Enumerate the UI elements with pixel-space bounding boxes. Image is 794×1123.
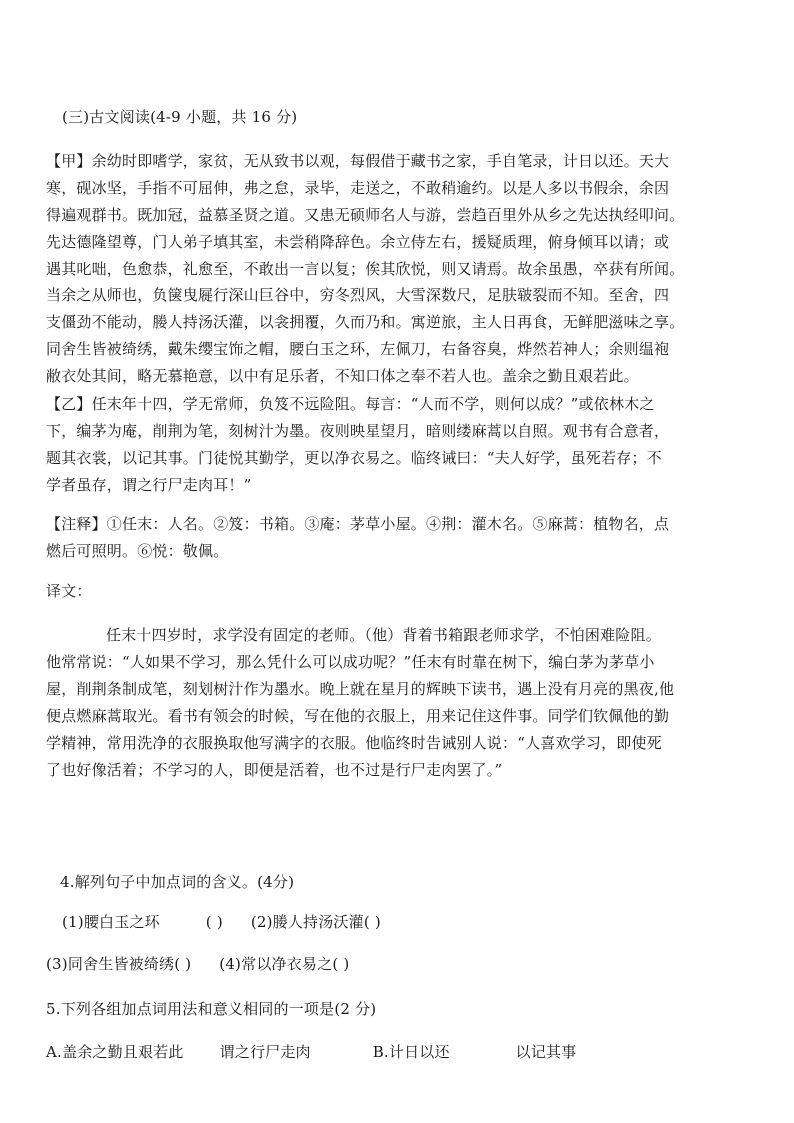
option-a-part-2[interactable]: 谓之行尸走肉 — [219, 1043, 311, 1061]
passage-line: 寒，砚冰坚，手指不可屈伸，弗之怠，录毕，走送之，不敢稍逾约。以是人多以书假余，余因 — [46, 179, 670, 197]
translation-line: 屋，削荆条制成笔，刻划树汁作为墨水。晚上就在星月的辉映下读书，遇上没有月亮的黑夜,他 — [46, 680, 675, 698]
passage-line: 【乙】任末年十四，学无常师，负笈不远险阻。每言：“人而不学，则何以成？”或依林木之 — [46, 395, 655, 413]
passage-line: 同舍生皆被绮绣，戴朱缨宝饰之帽，腰白玉之环，左佩刀，右备容臭，烨然若神人；余则缊袍 — [46, 340, 670, 358]
annotation-line: 燃后可照明。⑥悦：敬佩。 — [46, 542, 229, 560]
question-4-title: 4.解列句子中加点词的含义。(4分) — [60, 873, 295, 891]
question-4-item-4[interactable]: (4)常以净衣易之( ) — [219, 955, 350, 973]
question-5-title: 5.下列各组加点词用法和意义相同的一项是(2 分) — [46, 1000, 377, 1018]
option-a-part-1[interactable]: A.盖余之勤且艰若此 — [46, 1043, 184, 1061]
question-4-item-2[interactable]: (2)媵人持汤沃灌( ) — [250, 913, 381, 931]
passage-line: 先达德隆望尊，门人弟子填其室，未尝稍降辞色。余立侍左右，援疑质理，俯身倾耳以请；或 — [46, 233, 670, 251]
annotations — [46, 511, 781, 565]
passage-line: 支僵劲不能动，媵人持汤沃灌，以衾拥覆，久而乃和。寓逆旅，主人日再食，无鲜肥滋味之享。 — [46, 313, 685, 331]
passage-line: 遇其叱咄，色愈恭，礼愈至，不敢出一言以复；俟其欣悦，则又请焉。故余虽愚，卒获有所闻。 — [46, 260, 685, 278]
translation — [46, 622, 781, 784]
passage-line: 当余之从师也，负箧曳屣行深山巨谷中，穷冬烈风，大雪深数尺，足肤皲裂而不知。至舍，四 — [46, 286, 670, 304]
translation-line: 学精神，常用洗净的衣服换取他写满字的衣服。他临终时告诫别人说：“人喜欢学习，即使死 — [46, 734, 662, 752]
annotation-line: 【注释】①任末：人名。②笈：书箱。③庵：茅草小屋。④荆：灌木名。⑤麻蒿：植物名，点 — [46, 515, 670, 533]
question-4-item-1: (1)腰白玉之环 — [62, 913, 160, 931]
question-4-row-2 — [46, 951, 781, 978]
answer-blank-1[interactable]: ( ) — [205, 913, 223, 931]
translation-line: 任末十四岁时，求学没有固定的老师。（他）背着书箱跟老师求学，不怕困难险阻。 — [106, 626, 661, 644]
translation-label: 译文： — [46, 582, 92, 600]
passage-yi — [46, 391, 781, 499]
passage-line: 学者虽存，谓之行尸走肉耳！” — [46, 476, 252, 494]
passage-line: 敝衣处其间，略无慕艳意，以中有足乐者，不知口体之奉不若人也。盖余之勤且艰若此。 — [46, 367, 639, 385]
passage-line: 得遍观群书。既加冠，益慕圣贤之道。又患无硕师名人与游，尝趋百里外从乡之先达执经叩问。 — [46, 206, 685, 224]
passage-line: 题其衣裳，以记其事。门徒悦其勤学，更以净衣易之。临终诫曰：“夫人好学，虽死若存；不 — [46, 449, 662, 467]
question-5-options — [46, 1039, 781, 1066]
passage-jia — [46, 148, 781, 283]
translation-line: 了也好像活着；不学习的人，即便是活着，也不过是行尸走肉罢了。” — [46, 761, 503, 779]
passage-dang — [46, 282, 781, 390]
passage-line: 【甲】余幼时即嗜学，家贫，无从致书以观，每假借于藏书之家，手自笔录，计日以还。天大 — [46, 152, 670, 170]
passage-line: 下，编茅为庵，削荆为笔，刻树汁为墨。夜则映星望月，暗则缕麻蒿以自照。观书有合意者， — [46, 422, 670, 440]
question-4-row-1 — [62, 909, 794, 936]
section-title: (三)古文阅读(4-9 小题，共 16 分) — [62, 108, 298, 126]
question-4-item-3[interactable]: (3)同舍生皆被绮绣( ) — [46, 955, 192, 973]
translation-line: 便点燃麻蒿取光。看书有领会的时候，写在他的衣服上，用来记住这件事。同学们钦佩他的勤 — [46, 707, 670, 725]
translation-line: 他常常说：“人如果不学习，那么凭什么可以成功呢？”任末有时靠在树下，编白茅为茅草小 — [46, 653, 655, 671]
option-b-part-1[interactable]: B.计日以还 — [372, 1043, 450, 1061]
option-b-part-2[interactable]: 以记其事 — [515, 1043, 577, 1061]
